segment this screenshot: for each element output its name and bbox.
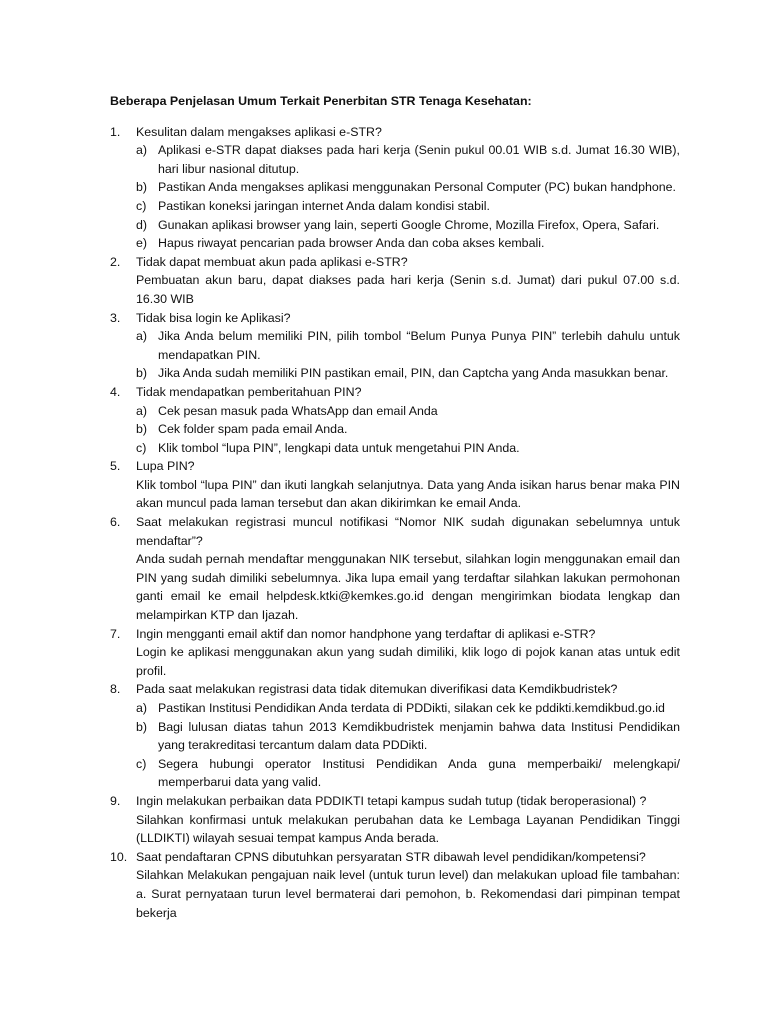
- faq-list: [110, 123, 680, 923]
- sub-letter: c): [136, 198, 147, 213]
- faq-question: Tidak bisa login ke Aplikasi?: [136, 310, 291, 325]
- sub-letter: a): [136, 701, 148, 715]
- sub-item: [136, 216, 680, 235]
- sub-letter: b): [136, 719, 148, 734]
- sub-letter: a): [136, 403, 148, 418]
- faq-item-1: [110, 123, 680, 253]
- sub-text: Klik tombol “lupa PIN”, lengkapi data untuk mengetahui PIN Anda.: [158, 440, 520, 455]
- faq-item-8: [110, 680, 680, 792]
- faq-question: Pada saat melakukan registrasi data tidak ditemukan diverifikasi data Kemdikbudristek?: [136, 682, 618, 697]
- faq-question: Ingin melakukan perbaikan data PDDIKTI tetapi kampus sudah tutup (tidak beroperasional) ?: [136, 793, 647, 808]
- sub-text: Bagi lulusan diatas tahun 2013 Kemdikbudristek menjamin bahwa data Institusi Pendidikan yang terakreditasi tercantum dalam data PDDikti.: [158, 719, 680, 753]
- sub-list: [136, 327, 680, 383]
- item-number: 4.: [110, 384, 121, 399]
- sub-text: Gunakan aplikasi browser yang lain, seperti Google Chrome, Mozilla Firefox, Opera, Safari.: [158, 217, 660, 232]
- faq-answer: Pembuatan akun baru, dapat diakses pada hari kerja (Senin s.d. Jumat) dari pukul 07.00 s.d. 16.30 WIB: [136, 273, 680, 306]
- faq-item-5: [110, 457, 680, 513]
- faq-item-3: [110, 309, 680, 383]
- item-number: 3.: [110, 310, 121, 325]
- sub-text: Pastikan Anda mengakses aplikasi menggunakan Personal Computer (PC) bukan handphone.: [158, 180, 676, 195]
- item-number: 6.: [110, 515, 121, 530]
- sub-item: [136, 364, 680, 383]
- faq-item-6: [110, 513, 680, 625]
- sub-letter: a): [136, 329, 148, 344]
- sub-text: Hapus riwayat pencarian pada browser Anda dan coba akses kembali.: [158, 236, 545, 251]
- faq-question: Ingin mengganti email aktif dan nomor handphone yang terdaftar di aplikasi e-STR?: [136, 626, 596, 641]
- sub-text: Segera hubungi operator Institusi Pendidikan Anda guna memperbaiki/ melengkapi/ memperbarui data yang valid.: [158, 756, 680, 790]
- sub-list: [136, 699, 680, 792]
- sub-text: Cek folder spam pada email Anda.: [158, 422, 348, 437]
- sub-letter: c): [136, 756, 147, 771]
- sub-item: [136, 178, 680, 197]
- faq-question: Kesulitan dalam mengakses aplikasi e-STR?: [136, 124, 382, 139]
- item-number: 10.: [110, 849, 128, 864]
- faq-question: Lupa PIN?: [136, 459, 195, 474]
- faq-answer: Login ke aplikasi menggunakan akun yang sudah dimiliki, klik logo di pojok kanan atas untuk edit profil.: [136, 645, 680, 678]
- sub-item: [136, 439, 680, 458]
- sub-item: [136, 699, 680, 718]
- faq-item-9: [110, 792, 680, 848]
- item-number: 2.: [110, 254, 121, 269]
- faq-item-4: [110, 383, 680, 457]
- sub-item: [136, 718, 680, 755]
- sub-letter: b): [136, 422, 148, 437]
- sub-letter: e): [136, 236, 148, 251]
- item-number: 8.: [110, 682, 121, 697]
- sub-list: [136, 141, 680, 253]
- sub-text: Jika Anda belum memiliki PIN, pilih tombol “Belum Punya Punya PIN” terlebih dahulu untuk mendapatkan PIN.: [158, 329, 680, 362]
- item-number: 5.: [110, 459, 121, 474]
- sub-text: Cek pesan masuk pada WhatsApp dan email Anda: [158, 403, 438, 418]
- sub-text: Pastikan Institusi Pendidikan Anda terdata di PDDikti, silakan cek ke pddikti.kemdikbud.go.id: [158, 701, 665, 715]
- faq-item-2: [110, 253, 680, 309]
- faq-item-10: [110, 848, 680, 922]
- sub-item: [136, 755, 680, 792]
- faq-answer: Silahkan konfirmasi untuk melakukan perubahan data ke Lembaga Layanan Pendidikan Tinggi (LLDIKTI) wilayah sesuai tempat kampus Anda berada.: [136, 812, 680, 846]
- faq-answer: Anda sudah pernah mendaftar menggunakan NIK tersebut, silahkan login menggunakan email dan PIN yang sudah dimiliki sebelumnya. Jika lupa email yang terdaftar silahkan lakukan permohonan ganti email ke email helpdesk.ktki@kemkes.go.id dengan mengirimkan biodata lengkap dan melampirkan KTP dan Ijazah.: [136, 552, 680, 623]
- sub-letter: a): [136, 143, 148, 158]
- faq-answer: Klik tombol “lupa PIN” dan ikuti langkah selanjutnya. Data yang Anda isikan harus benar maka PIN akan muncul pada laman tersebut dan akan dikirimkan ke email Anda.: [136, 477, 680, 511]
- item-number: 7.: [110, 626, 121, 641]
- item-number: 9.: [110, 793, 121, 808]
- faq-question: Tidak mendapatkan pemberitahuan PIN?: [136, 384, 362, 399]
- sub-item: [136, 197, 680, 216]
- sub-item: [136, 234, 680, 253]
- sub-list: [136, 402, 680, 458]
- item-number: 1.: [110, 124, 121, 139]
- faq-answer: Silahkan Melakukan pengajuan naik level (untuk turun level) dan melakukan upload file tambahan: a. Surat pernyataan turun level bermaterai dari pemohon, b. Rekomendasi dari pimpinan tempat bekerja: [136, 868, 680, 920]
- sub-letter: c): [136, 440, 147, 455]
- faq-question: Tidak dapat membuat akun pada aplikasi e-STR?: [136, 254, 408, 269]
- sub-letter: b): [136, 366, 148, 381]
- sub-text: Aplikasi e-STR dapat diakses pada hari kerja (Senin pukul 00.01 WIB s.d. Jumat 16.30 WIB), hari libur nasional ditutup.: [158, 143, 680, 176]
- sub-letter: b): [136, 180, 148, 195]
- sub-letter: d): [136, 217, 148, 232]
- sub-text: Pastikan koneksi jaringan internet Anda dalam kondisi stabil.: [158, 198, 490, 213]
- document-title: Beberapa Penjelasan Umum Terkait Penerbitan STR Tenaga Kesehatan:: [110, 94, 532, 108]
- sub-item: [136, 420, 680, 439]
- sub-text: Jika Anda sudah memiliki PIN pastikan email, PIN, dan Captcha yang Anda masukkan benar.: [158, 366, 669, 381]
- sub-item: [136, 402, 680, 421]
- faq-question: Saat pendaftaran CPNS dibutuhkan persyaratan STR dibawah level pendidikan/kompetensi?: [136, 849, 646, 864]
- faq-item-7: [110, 625, 680, 681]
- sub-item: [136, 327, 680, 364]
- faq-question: Saat melakukan registrasi muncul notifikasi “Nomor NIK sudah digunakan sebelumnya untuk mendaftar”?: [136, 515, 680, 548]
- sub-item: [136, 141, 680, 178]
